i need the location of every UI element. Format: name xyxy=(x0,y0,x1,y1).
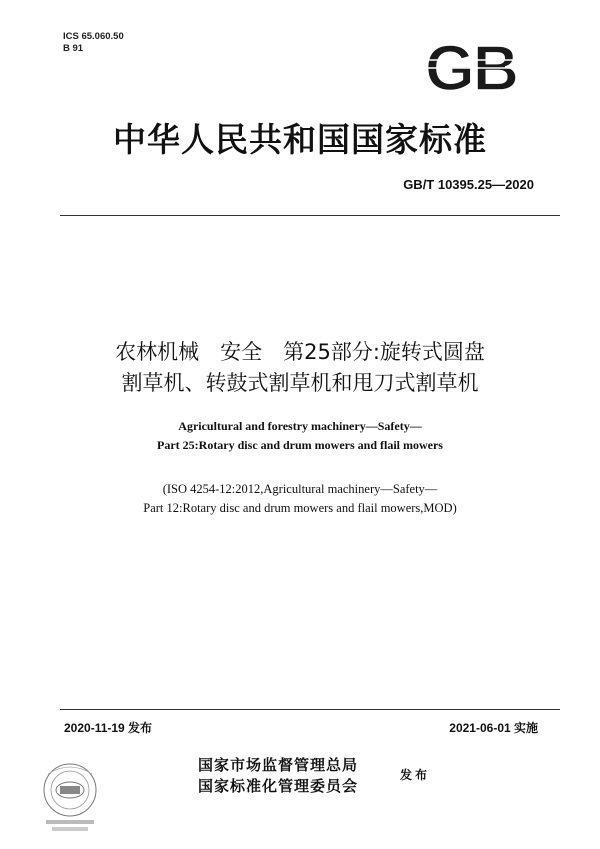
english-title-line-2: Part 25:Rotary disc and drum mowers and flail mowers xyxy=(157,438,443,452)
chinese-title-line-2: 割草机、转鼓式割草机和甩刀式割草机 xyxy=(121,371,479,395)
english-title-line-1: Agricultural and forestry machinery—Safety— xyxy=(178,419,422,433)
gb-logo xyxy=(410,38,532,96)
ccs-code: B 91 xyxy=(63,43,84,54)
iso-reference-line-1: (ISO 4254-12:2012,Agricultural machinery—Safety— xyxy=(162,482,438,496)
anti-counterfeit-seal-icon xyxy=(36,760,104,834)
issuer-line-2: 国家标准化管理委员会 xyxy=(198,777,359,795)
standard-number: GB/T 10395.25—2020 xyxy=(403,177,534,192)
classification-codes xyxy=(63,31,124,55)
ics-code: ICS 65.060.50 xyxy=(63,31,124,42)
issuer-line-1: 国家市场监督管理总局 xyxy=(198,756,359,774)
standard-title: 中华人民共和国国家标准 xyxy=(113,120,487,159)
gb-logo-text: GB xyxy=(425,38,517,96)
issue-label: 发布 xyxy=(400,768,431,782)
footer-divider xyxy=(60,709,560,710)
issue-date: 2020-11-19 发布 xyxy=(64,721,153,735)
chinese-title-line-1: 农林机械 安全 第25部分:旋转式圆盘 xyxy=(115,340,485,364)
header-divider xyxy=(60,215,560,216)
implementation-date: 2021-06-01 实施 xyxy=(449,721,538,735)
iso-reference-line-2: Part 12:Rotary disc and drum mowers and flail mowers,MOD) xyxy=(143,501,457,515)
